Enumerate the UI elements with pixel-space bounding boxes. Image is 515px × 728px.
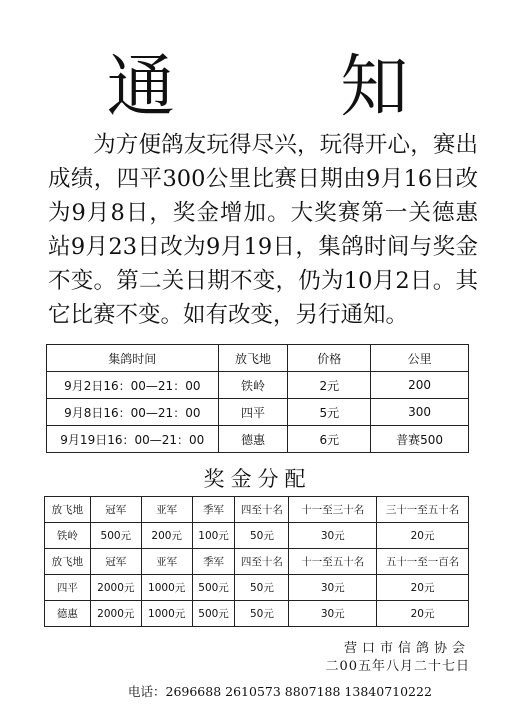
header-cell: 冠军	[90, 497, 141, 523]
table-cell: 50元	[235, 575, 289, 601]
table-cell: 200	[371, 372, 469, 399]
header-cell: 五十一至一百名	[377, 549, 469, 575]
table-cell: 普赛500	[371, 426, 469, 453]
table-cell: 100元	[192, 523, 235, 549]
table-cell: 200元	[141, 523, 192, 549]
header-cell: 十一至五十名	[289, 549, 377, 575]
table-row	[45, 575, 469, 601]
prize-table	[44, 496, 469, 627]
table-row	[45, 601, 469, 627]
table-cell: 500元	[192, 601, 235, 627]
page-title: 通 知	[106, 48, 481, 127]
table-cell: 铁岭	[218, 372, 288, 399]
table-cell: 1000元	[141, 575, 192, 601]
header-cell: 放飞地	[218, 345, 288, 372]
header-cell: 四至十名	[235, 497, 289, 523]
table-cell: 德惠	[45, 601, 91, 627]
table-cell: 9月8日16：00—21：00	[47, 399, 219, 426]
header-cell: 季军	[192, 497, 235, 523]
table-cell: 500元	[192, 575, 235, 601]
prize-title: 奖金分配	[203, 467, 312, 491]
table-cell: 30元	[289, 523, 377, 549]
table-cell: 铁岭	[45, 523, 91, 549]
header-cell: 放飞地	[45, 549, 91, 575]
header-cell: 亚军	[141, 549, 192, 575]
header-cell: 价格	[288, 345, 371, 372]
table-cell: 20元	[377, 575, 469, 601]
table-cell: 20元	[377, 601, 469, 627]
table-cell: 四平	[218, 399, 288, 426]
table-row	[47, 426, 469, 453]
table-cell: 2000元	[90, 575, 141, 601]
table-header-row	[47, 345, 469, 372]
header-cell: 四至十名	[235, 549, 289, 575]
header-cell: 冠军	[90, 549, 141, 575]
notice-date: 二00五年八月二十七日	[325, 659, 470, 674]
schedule-table	[46, 344, 469, 453]
header-cell: 十一至三十名	[289, 497, 377, 523]
footer	[0, 640, 470, 676]
table-cell: 9月19日16：00—21：00	[47, 426, 219, 453]
table-row	[47, 399, 469, 426]
header-cell: 亚军	[141, 497, 192, 523]
notice-paragraph: 为方便鸽友玩得尽兴，玩得开心，赛出成绩，四平300公里比赛日期由9月16日改为9月8日，奖金增加。大奖赛第一关德惠站9月23日改为9月19日，集鸽时间与奖金不变。第二关日期不变，仍为10月2日。其它比赛不变。如有改变，另行通知。	[48, 132, 478, 328]
table-cell: 20元	[377, 523, 469, 549]
table-row	[47, 372, 469, 399]
table-cell: 50元	[235, 523, 289, 549]
table-row	[45, 523, 469, 549]
table-header-row	[45, 549, 469, 575]
phone-numbers: 电话：2696688 2610573 8807188 13840710222	[128, 684, 432, 699]
table-cell: 2元	[288, 372, 371, 399]
header-cell: 公里	[371, 345, 469, 372]
table-cell: 1000元	[141, 601, 192, 627]
table-cell: 5元	[288, 399, 371, 426]
table-cell: 四平	[45, 575, 91, 601]
notice-body	[48, 128, 478, 332]
table-cell: 德惠	[218, 426, 288, 453]
table-cell: 500元	[90, 523, 141, 549]
table-cell: 30元	[289, 575, 377, 601]
header-cell: 三十一至五十名	[377, 497, 469, 523]
table-cell: 2000元	[90, 601, 141, 627]
header-cell: 季军	[192, 549, 235, 575]
header-cell: 集鸽时间	[47, 345, 219, 372]
table-header-row	[45, 497, 469, 523]
organization-name: 营口市信鸽协会	[343, 641, 470, 656]
table-cell: 6元	[288, 426, 371, 453]
table-cell: 50元	[235, 601, 289, 627]
header-cell: 放飞地	[45, 497, 91, 523]
table-cell: 9月2日16：00—21：00	[47, 372, 219, 399]
table-cell: 30元	[289, 601, 377, 627]
table-cell: 300	[371, 399, 469, 426]
